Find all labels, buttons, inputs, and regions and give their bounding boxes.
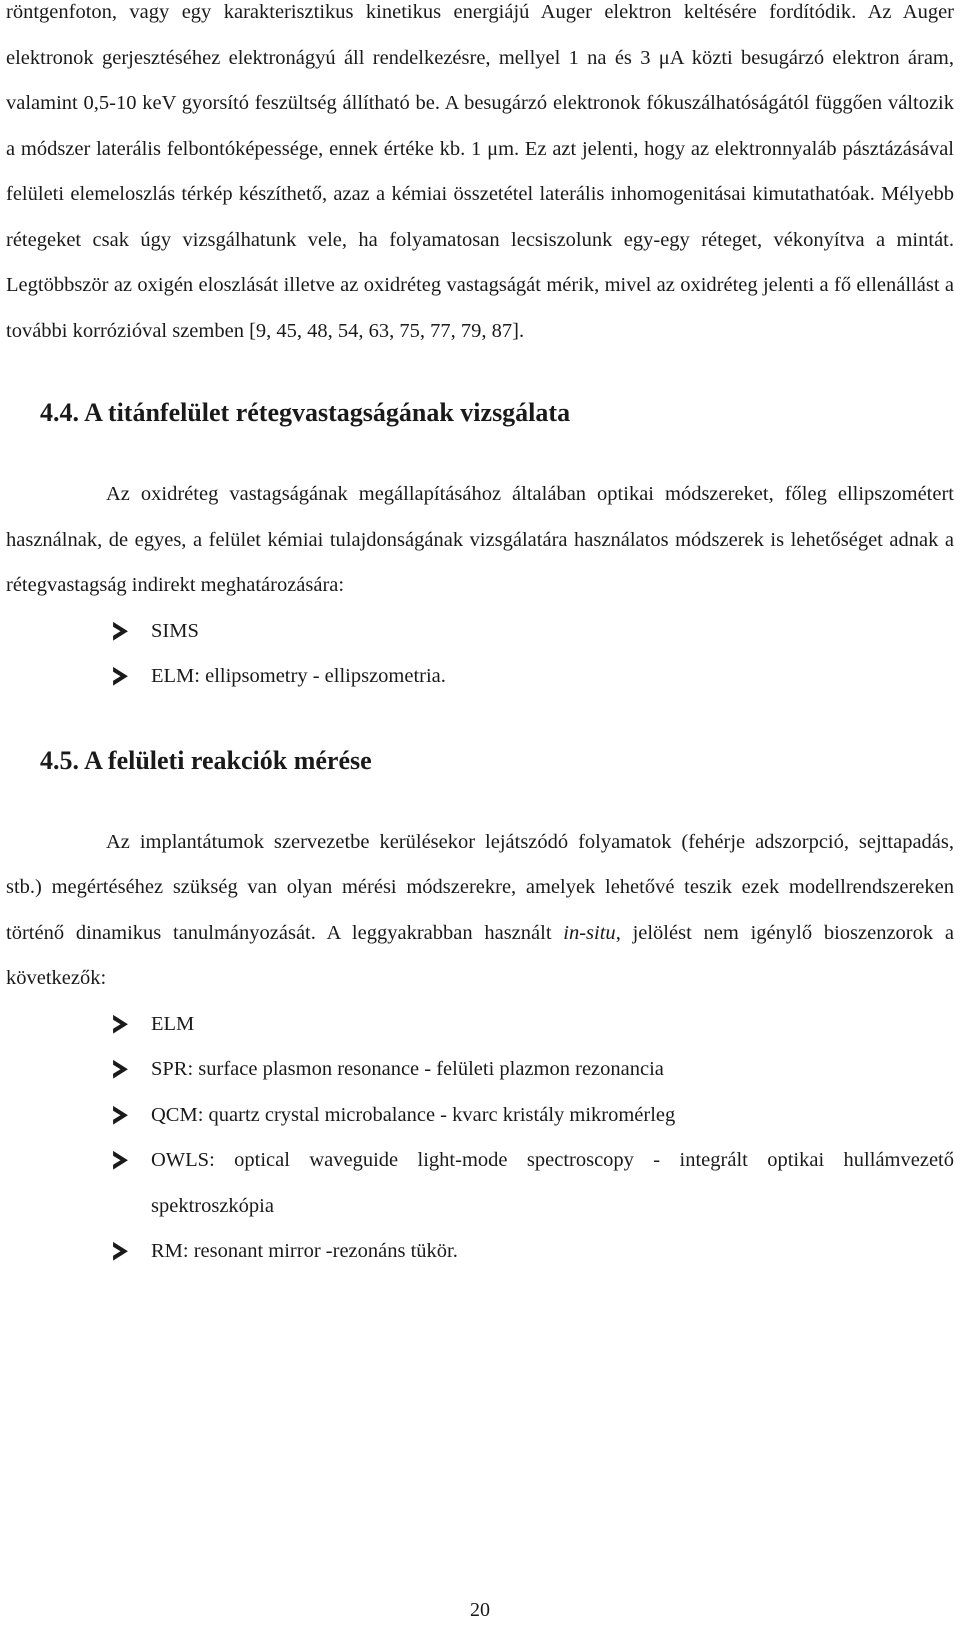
document-page [6,0,954,1275]
paragraph-text-end: , jelölést nem igénylő bioszenzorok a következők: [6,921,954,989]
list-item-text: SIMS [151,619,199,642]
list-item [6,1047,954,1093]
list-item [6,609,954,655]
arrowhead-bullet-icon [110,1047,132,1093]
list-item [6,1002,954,1048]
paragraph-text-start: Az implantátumok szervezetbe kerülésekor lejátszódó folyamatok (fehérje adszorpció, sejttapadás, stb.) megértéséhez szükség van olyan mérési módszerekre, amelyek lehetővé teszik ezek modellrendszereken történő dinamikus tanulmányozását. A leggyakrabban használt [6,830,954,944]
page-number: 20 [470,1599,490,1621]
paragraph-italic-term: in-situ [563,921,616,944]
list-item-text: ELM [151,1012,195,1035]
list-item [6,1229,954,1275]
section-heading-4-4: 4.4. A titánfelület rétegvastagságának vizsgálata [40,398,571,427]
arrowhead-bullet-icon [110,654,132,700]
arrowhead-bullet-icon [110,1229,132,1275]
section-4-5-bullet-list [6,1002,954,1275]
list-item-text: RM: resonant mirror -rezonáns tükör. [151,1240,458,1262]
list-item-text: ELM: ellipsometry - ellipszometria. [151,665,446,687]
section-4-5-paragraph [6,820,954,1002]
list-item-text: SPR: surface plasmon resonance - felületi plazmon rezonancia [151,1058,664,1080]
list-item-text: QCM: quartz crystal microbalance - kvarc kristály mikromérleg [151,1103,676,1126]
list-item-text: OWLS: optical waveguide light-mode spectroscopy - integrált optikai hullámvezető spektroszkópia [151,1149,954,1217]
section-4-4-paragraph: Az oxidréteg vastagságának megállapításához általában optikai módszereket, főleg ellipszométert használnak, de egyes, a felület kémiai tulajdonságának vizsgálatára használatos módszerek is lehetőséget adnak a rétegvastagság indirekt meghatározására: [6,483,954,596]
arrowhead-bullet-icon [110,609,132,655]
section-heading-4-5: 4.5. A felületi reakciók mérése [40,745,372,775]
section-4-4-bullet-list [6,609,954,700]
list-item [6,1138,954,1229]
list-item [6,654,954,700]
arrowhead-bullet-icon [110,1002,132,1048]
list-item [6,1093,954,1139]
arrowhead-bullet-icon [110,1138,132,1184]
arrowhead-bullet-icon [110,1093,132,1139]
intro-paragraph: röntgenfoton, vagy egy karakterisztikus kinetikus energiájú Auger elektron keltésére fordítódik. Az Auger elektronok gerjesztéséhez elektronágyú áll rendelkezésre, mellyel 1 na és 3 μA közti besugárzó elektron áram, valamint 0,5-10 keV gyorsító feszültség állítható be. A besugárzó elektronok fókuszálhatóságától függően változik a módszer laterális felbontóképessége, ennek értéke kb. 1 μm. Ez azt jelenti, hogy az elektronnyaláb pásztázásával felületi elemeloszlás térkép készíthető, azaz a kémiai összetétel laterális inhomogenitásai kimutathatóak. Mélyebb rétegeket csak úgy vizsgálhatunk vele, ha folyamatosan lecsiszolunk egy-egy réteget, vékonyítva a mintát. Legtöbbször az oxigén eloszlását illetve az oxidréteg vastagságát mérik, mivel az oxidréteg jelenti a fő ellenállást a további korrózióval szemben [9, 45, 48, 54, 63, 75, 77, 79, 87]. [6,1,954,342]
